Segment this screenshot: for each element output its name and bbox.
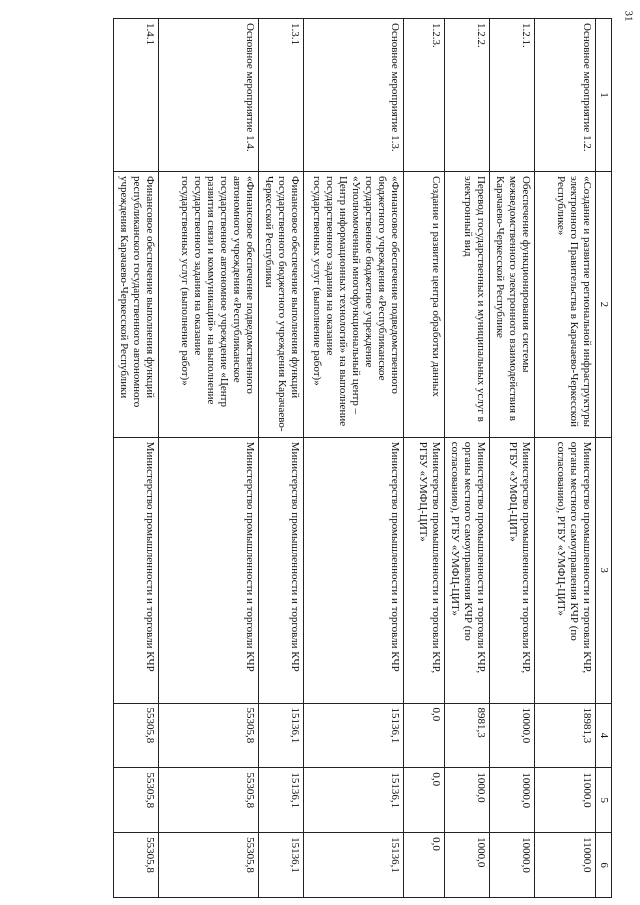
row-code: 1.2.2. xyxy=(445,19,490,172)
row-name: Финансовое обеспечение выполнения функций государственного бюджетного учреждения Карачаево-Черкесской Республики xyxy=(259,171,304,437)
row-name: Перевод государственных и муниципальных услуг в электронный вид xyxy=(445,171,490,437)
table-row xyxy=(259,19,304,898)
row-executor: Министерство промышленности и торговли КЧР xyxy=(114,437,159,703)
row-name: Обеспечение функционирования системы межведомственного электронного взаимодействия в Карачаево-Черкесской Республике xyxy=(490,171,535,437)
row-executor: Министерство промышленности и торговли КЧР, РГБУ «УМФЦ-ЦИТ» xyxy=(404,437,445,703)
row-executor: Министерство промышленности и торговли КЧР xyxy=(159,437,259,703)
table-row xyxy=(445,19,490,898)
table-row xyxy=(535,19,596,898)
row-value-col5: 10000,0 xyxy=(490,768,535,833)
row-value-col5: 55305,8 xyxy=(114,768,159,833)
row-value-col4: 8981,3 xyxy=(445,703,490,768)
table-row xyxy=(114,19,159,898)
row-value-col4: 55305,8 xyxy=(159,703,259,768)
page-number: 31 xyxy=(622,10,635,22)
table-row xyxy=(404,19,445,898)
header-col-2: 2 xyxy=(596,171,612,437)
row-value-col5: 55305,8 xyxy=(159,768,259,833)
row-name: «Финансовое обеспечение подведомственного бюджетного учреждения «Республиканское государственное бюджетное учреждение «Уполномоченный многофункциональный центр – Центр информационных технологий» на выполнение государственного задания на оказание государственных услуг (выполнение работ)» xyxy=(304,171,404,437)
row-value-col4: 18981,3 xyxy=(535,703,596,768)
row-value-col6: 0,0 xyxy=(404,833,445,898)
row-executor: Министерство промышленности и торговли КЧР xyxy=(304,437,404,703)
row-code: 1.4.1 xyxy=(114,19,159,172)
budget-table xyxy=(113,18,612,898)
row-code: 1.3.1 xyxy=(259,19,304,172)
rotated-table-container xyxy=(52,18,612,898)
row-value-col5: 15136,1 xyxy=(304,768,404,833)
row-executor: Министерство промышленности и торговли КЧР, органы местного самоуправления КЧР (по согласованию), РГБУ «УМФЦ-ЦИТ» xyxy=(445,437,490,703)
row-code: 1.2.1. xyxy=(490,19,535,172)
row-value-col5: 15136,1 xyxy=(259,768,304,833)
table-row xyxy=(159,19,259,898)
row-value-col6: 55305,8 xyxy=(114,833,159,898)
row-value-col6: 15136,1 xyxy=(259,833,304,898)
row-value-col5: 1000,0 xyxy=(445,768,490,833)
row-value-col6: 10000,0 xyxy=(490,833,535,898)
row-code: Основное мероприятие 1.3. xyxy=(304,19,404,172)
row-value-col6: 55305,8 xyxy=(159,833,259,898)
row-name: «Финансовое обеспечение подведомственного автономного учреждения «Республиканское государственное автономное учреждение «Центр развития связи и коммуникаций» на выполнение государственного задания на оказание государственных услуг (выполнение работ)» xyxy=(159,171,259,437)
header-col-5: 5 xyxy=(596,768,612,833)
header-col-1: 1 xyxy=(596,19,612,172)
row-executor: Министерство промышленности и торговли КЧР xyxy=(259,437,304,703)
row-name: Финансовое обеспечение выполнения функций республиканского государственного автономного учреждения Карачаево-Черкесской Республики xyxy=(114,171,159,437)
row-code: Основное мероприятие 1.2. xyxy=(535,19,596,172)
row-value-col4: 55305,8 xyxy=(114,703,159,768)
row-executor: Министерство промышленности и торговли КЧР, органы местного самоуправления КЧР (по согласованию), РГБУ «УМФЦ-ЦИТ» xyxy=(535,437,596,703)
row-name: Создание и развитие центра обработки данных xyxy=(404,171,445,437)
table-row xyxy=(304,19,404,898)
row-value-col4: 0,0 xyxy=(404,703,445,768)
row-value-col6: 15136,1 xyxy=(304,833,404,898)
header-row xyxy=(596,19,612,898)
row-code: 1.2.3. xyxy=(404,19,445,172)
row-code: Основное мероприятие 1.4. xyxy=(159,19,259,172)
header-col-6: 6 xyxy=(596,833,612,898)
row-executor: Министерство промышленности и торговли КЧР, РГБУ «УМФЦ-ЦИТ» xyxy=(490,437,535,703)
row-value-col6: 11000,0 xyxy=(535,833,596,898)
row-name: «Создание и развитие региональной инфраструктуры электронного Правительства в Карачаево-Черкесской Республике» xyxy=(535,171,596,437)
header-col-3: 3 xyxy=(596,437,612,703)
row-value-col5: 11000,0 xyxy=(535,768,596,833)
row-value-col5: 0,0 xyxy=(404,768,445,833)
row-value-col6: 1000,0 xyxy=(445,833,490,898)
row-value-col4: 15136,1 xyxy=(259,703,304,768)
header-col-4: 4 xyxy=(596,703,612,768)
row-value-col4: 15136,1 xyxy=(304,703,404,768)
table-row xyxy=(490,19,535,898)
row-value-col4: 10000,0 xyxy=(490,703,535,768)
